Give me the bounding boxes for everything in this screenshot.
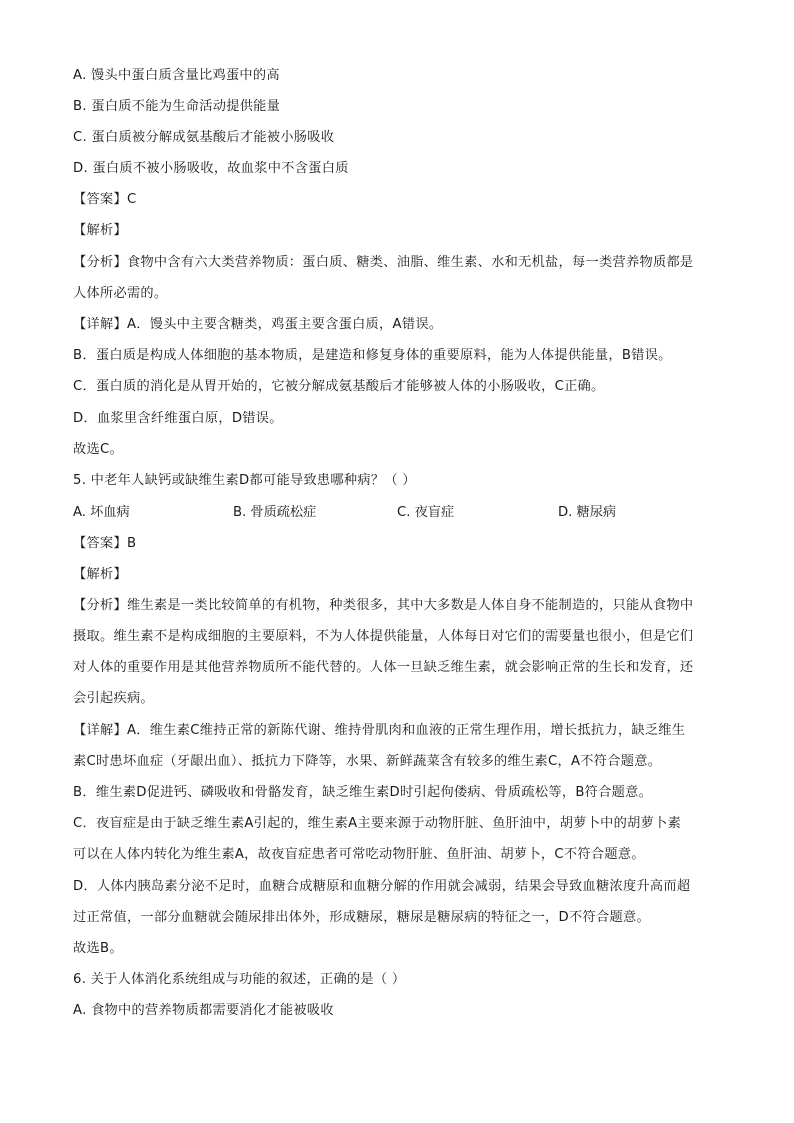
detail-text: A．馒头中主要含糖类，鸡蛋主要含蛋白质，A错误。 [126, 317, 443, 332]
detail-tag: 【详解】 [73, 723, 127, 738]
q4-detail-line: D．血浆里含纤维蛋白原，D错误。 [73, 411, 283, 426]
q4-conclusion: 故选C。 [73, 442, 123, 457]
q4-detail-line: C．蛋白质的消化是从胃开始的，它被分解成氨基酸后才能够被人体的小肠吸收，C正确。 [73, 379, 605, 394]
q5-fenxi-line: 摄取。维生素不是构成细胞的主要原料，不为人体提供能量，人体每日对它们的需要量也很小，但是它们 [73, 629, 694, 644]
q5-option-d: D. 糖尿病 [558, 505, 617, 520]
q5-detail-line: B．维生素D促进钙、磷吸收和骨骼发育，缺乏维生素D时引起佝偻病、骨质疏松等，B符合题意。 [73, 785, 653, 800]
q5-detail-line: 过正常值，一部分血糖就会随尿排出体外，形成糖尿，糖尿是糖尿病的特征之一，D不符合题意。 [73, 910, 650, 925]
answer-value: C [126, 192, 137, 207]
q4-option-d: D. 蛋白质不被小肠吸收，故血浆中不含蛋白质 [73, 161, 349, 176]
q5-answer [73, 534, 136, 554]
q5-detail-line [73, 721, 685, 741]
q4-detail-line: B．蛋白质是构成人体细胞的基本物质，是建造和修复身体的重要原料，能为人体提供能量，B错误。 [73, 348, 672, 363]
fenxi-text: 维生素是一类比较简单的有机物，种类很多，其中大多数是人体自身不能制造的，只能从食物中 [126, 598, 694, 613]
q5-fenxi-line [73, 596, 693, 616]
q4-option-c: C. 蛋白质被分解成氨基酸后才能被小肠吸收 [73, 130, 335, 145]
fenxi-tag: 【分析】 [73, 598, 127, 613]
q5-fenxi-line: 对人体的重要作用是其他营养物质所不能代替的。人体一旦缺乏维生素，就会影响正常的生长和发育，还 [73, 660, 694, 675]
q4-fenxi-line: 人体所必需的。 [73, 286, 168, 301]
fenxi-text: 食物中含有六大类营养物质：蛋白质、糖类、油脂、维生素、水和无机盐，每一类营养物质都是 [126, 255, 694, 270]
q5-detail-line: C．夜盲症是由于缺乏维生素A引起的，维生素A主要来源于动物肝脏、鱼肝油中，胡萝卜中的胡萝卜素 [73, 816, 682, 831]
q5-option-a: A. 坏血病 [73, 505, 130, 520]
q6-option-a: A. 食物中的营养物质都需要消化才能被吸收 [73, 1003, 334, 1018]
detail-tag: 【详解】 [73, 317, 127, 332]
q5-fenxi-line: 会引起疾病。 [73, 691, 154, 706]
q5-detail-line: D．人体内胰岛素分泌不足时，血糖合成糖原和血糖分解的作用就会减弱，结果会导致血糖浓度升高而超 [73, 879, 691, 894]
q5-option-c: C. 夜盲症 [397, 505, 455, 520]
q5-stem: 5. 中老年人缺钙或缺维生素D都可能导致患哪种病？（ ） [73, 473, 416, 488]
fenxi-tag: 【分析】 [73, 255, 127, 270]
q5-conclusion: 故选B。 [73, 941, 123, 956]
q4-answer [73, 190, 136, 210]
q6-stem: 6. 关于人体消化系统组成与功能的叙述，正确的是（ ） [73, 972, 406, 987]
detail-text: A．维生素C维持正常的新陈代谢、维持骨肌肉和血液的正常生理作用，增长抵抗力，缺乏维生 [126, 723, 686, 738]
answer-value: B [126, 536, 137, 551]
q5-option-b: B. 骨质疏松症 [233, 505, 317, 520]
q5-detail-line: 素C时患坏血症（牙龈出血）、抵抗力下降等，水果、新鲜蔬菜含有较多的维生素C，A不符合题意。 [73, 754, 662, 769]
q4-fenxi-line [73, 253, 693, 273]
q4-analysis-tag: 【解析】 [73, 223, 127, 238]
q4-option-a: A. 馒头中蛋白质含量比鸡蛋中的高 [73, 68, 280, 83]
q5-analysis-tag: 【解析】 [73, 567, 127, 582]
answer-tag: 【答案】 [73, 536, 127, 551]
q4-option-b: B. 蛋白质不能为生命活动提供能量 [73, 99, 281, 114]
answer-tag: 【答案】 [73, 192, 127, 207]
q5-detail-line: 可以在人体内转化为维生素A，故夜盲症患者可常吃动物肝脏、鱼肝油、胡萝卜，C不符合题意。 [73, 847, 645, 862]
q4-detail-line [73, 315, 442, 335]
